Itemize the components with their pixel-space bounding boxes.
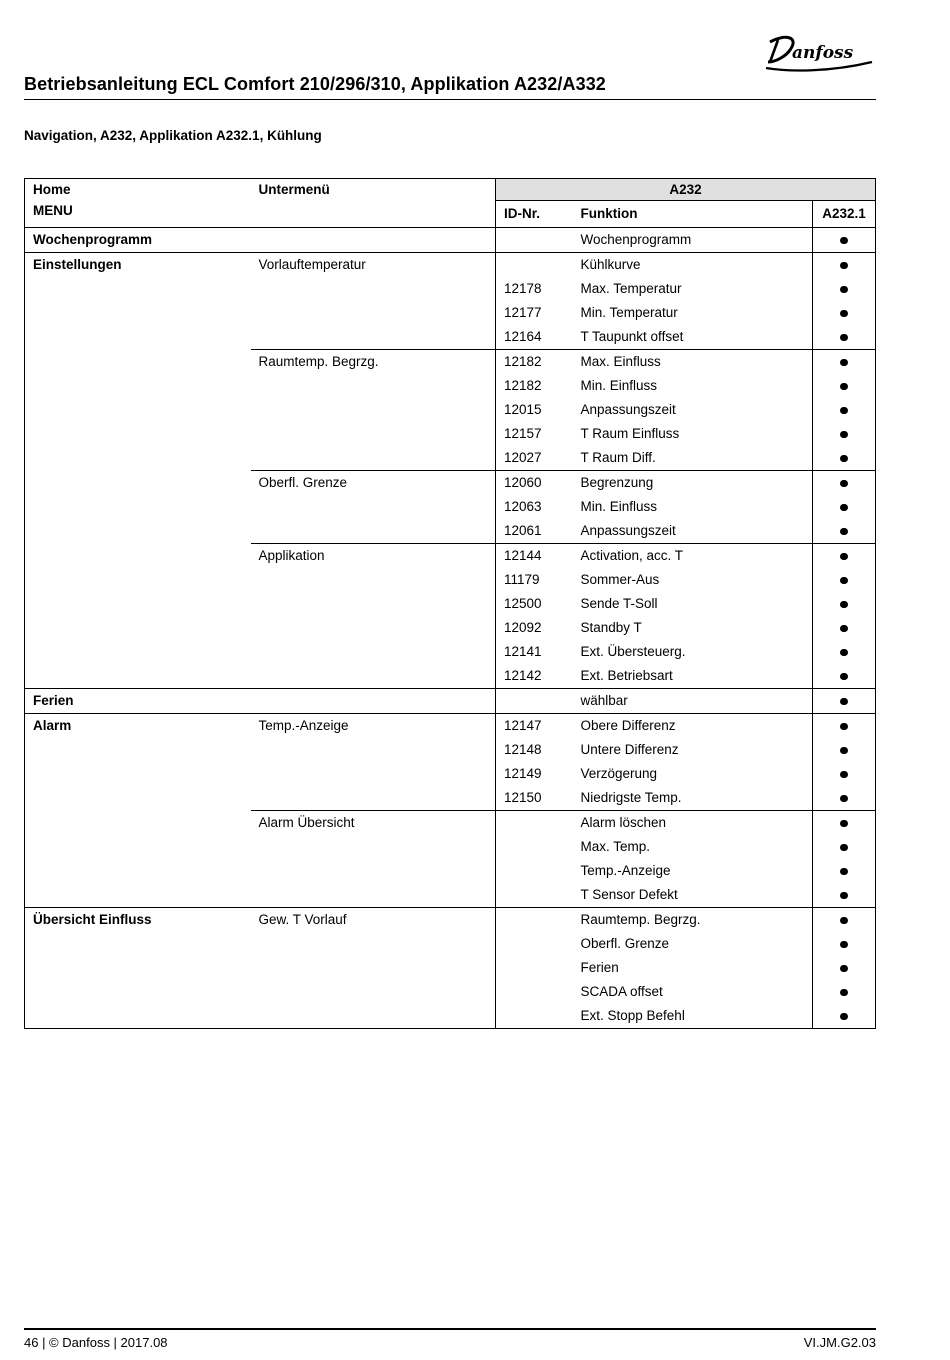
cell-id: 12182 <box>496 350 573 375</box>
table-row <box>25 689 876 714</box>
cell-home <box>25 762 251 786</box>
cell-variant-mark <box>813 325 876 350</box>
cell-function: Sende T-Soll <box>580 596 658 611</box>
bullet-mark <box>840 310 848 318</box>
cell-id <box>496 883 573 908</box>
cell-id <box>496 1004 573 1029</box>
cell-id <box>496 956 573 980</box>
table-row <box>25 932 876 956</box>
table-row <box>25 495 876 519</box>
header-function: Funktion <box>573 201 813 228</box>
cell-submenu <box>251 883 496 908</box>
bullet-mark <box>840 431 848 439</box>
cell-variant-mark <box>813 1004 876 1029</box>
cell-submenu <box>251 640 496 664</box>
cell-function: Verzögerung <box>580 766 658 781</box>
table-row <box>25 908 876 933</box>
cell-variant-mark <box>813 519 876 544</box>
bullet-mark <box>840 723 848 731</box>
cell-variant-mark <box>813 350 876 375</box>
bullet-mark <box>840 286 848 294</box>
cell-function: Sommer-Aus <box>580 572 660 587</box>
cell-submenu <box>251 228 496 253</box>
section-title: Navigation, A232, Applikation A232.1, Kühlung <box>24 128 322 143</box>
cell-function: Alarm löschen <box>573 811 813 836</box>
navigation-table <box>24 178 876 1029</box>
bullet-mark <box>840 407 848 415</box>
bullet-mark <box>840 844 848 852</box>
cell-home <box>25 398 251 422</box>
cell-variant-mark <box>813 422 876 446</box>
cell-home <box>25 616 251 640</box>
table-row <box>25 738 876 762</box>
cell-submenu <box>251 616 496 640</box>
cell-function: Raumtemp. Begrzg. <box>573 908 813 933</box>
table-row <box>25 471 876 496</box>
cell-function: Ext. Betriebsart <box>580 668 673 683</box>
table-row <box>25 664 876 689</box>
cell-function: Begrenzung <box>573 471 813 496</box>
cell-home <box>25 664 251 689</box>
table-row <box>25 786 876 811</box>
cell-home <box>25 471 251 496</box>
table-row <box>25 980 876 1004</box>
cell-id: 12141 <box>496 640 573 664</box>
cell-function: Wochenprogramm <box>580 232 692 247</box>
cell-variant-mark <box>813 714 876 739</box>
cell-variant-mark <box>813 616 876 640</box>
cell-variant-mark <box>813 471 876 496</box>
cell-variant-mark <box>813 446 876 471</box>
cell-function: Activation, acc. T <box>573 544 813 569</box>
bullet-mark <box>840 747 848 755</box>
cell-id: 12015 <box>496 398 573 422</box>
cell-home: Wochenprogramm <box>25 228 251 253</box>
cell-home <box>25 592 251 616</box>
cell-submenu <box>251 980 496 1004</box>
bullet-mark <box>840 334 848 342</box>
cell-id <box>496 253 573 278</box>
cell-submenu <box>251 932 496 956</box>
table-row <box>25 277 876 301</box>
cell-home <box>25 980 251 1004</box>
table-row <box>25 398 876 422</box>
cell-submenu <box>251 786 496 811</box>
cell-function: Min. Einfluss <box>580 499 658 514</box>
cell-id <box>496 228 573 253</box>
cell-submenu: Oberfl. Grenze <box>251 471 496 496</box>
cell-id <box>496 932 573 956</box>
cell-submenu <box>251 446 496 471</box>
cell-id: 12148 <box>496 738 573 762</box>
bullet-mark <box>840 649 848 657</box>
cell-variant-mark <box>813 398 876 422</box>
cell-variant-mark <box>813 689 876 714</box>
cell-function: Max. Temp. <box>580 839 651 854</box>
bullet-mark <box>840 673 848 681</box>
cell-id: 12164 <box>496 325 573 350</box>
bullet-mark <box>840 989 848 997</box>
cell-id <box>496 859 573 883</box>
cell-id: 12182 <box>496 374 573 398</box>
cell-id <box>496 980 573 1004</box>
cell-id: 12142 <box>496 664 573 689</box>
cell-home <box>25 446 251 471</box>
cell-submenu <box>251 664 496 689</box>
cell-function: Max. Temperatur <box>580 281 682 296</box>
cell-id: 12149 <box>496 762 573 786</box>
cell-id: 12027 <box>496 446 573 471</box>
cell-function: T Raum Einfluss <box>580 426 680 441</box>
header-submenu: Untermenü <box>251 179 496 228</box>
table-row <box>25 228 876 253</box>
header-menu: MENU <box>33 203 73 218</box>
cell-function: T Raum Diff. <box>580 450 656 465</box>
cell-id: 12060 <box>496 471 573 496</box>
cell-home: Übersicht Einfluss <box>25 908 251 933</box>
footer-page-info: 46 | © Danfoss | 2017.08 <box>24 1335 168 1350</box>
cell-variant-mark <box>813 835 876 859</box>
cell-function: T Taupunkt offset <box>580 329 684 344</box>
cell-function: Min. Temperatur <box>580 305 678 320</box>
bullet-mark <box>840 237 848 245</box>
table-row <box>25 301 876 325</box>
header-variant: A232.1 <box>813 201 876 228</box>
cell-submenu <box>251 592 496 616</box>
table-body <box>25 228 876 1029</box>
cell-function: Anpassungszeit <box>580 523 676 538</box>
bullet-mark <box>840 820 848 828</box>
cell-function: Oberfl. Grenze <box>580 936 670 951</box>
bullet-mark <box>840 455 848 463</box>
bullet-mark <box>840 480 848 488</box>
cell-variant-mark <box>813 277 876 301</box>
cell-function: Obere Differenz <box>573 714 813 739</box>
cell-id: 12150 <box>496 786 573 811</box>
cell-id: 12092 <box>496 616 573 640</box>
cell-submenu <box>251 325 496 350</box>
cell-submenu <box>251 1004 496 1029</box>
table-row <box>25 956 876 980</box>
cell-submenu: Raumtemp. Begrzg. <box>251 350 496 375</box>
cell-variant-mark <box>813 883 876 908</box>
bullet-mark <box>840 1013 848 1021</box>
cell-submenu <box>251 956 496 980</box>
table-row <box>25 350 876 375</box>
bullet-mark <box>840 771 848 779</box>
cell-id: 12144 <box>496 544 573 569</box>
document-title: Betriebsanleitung ECL Comfort 210/296/310, Applikation A232/A332 <box>24 74 606 94</box>
bullet-mark <box>840 262 848 270</box>
danfoss-logo <box>760 28 882 80</box>
cell-variant-mark <box>813 811 876 836</box>
cell-submenu <box>251 762 496 786</box>
cell-function: Untere Differenz <box>580 742 679 757</box>
cell-variant-mark <box>813 253 876 278</box>
cell-submenu: Applikation <box>251 544 496 569</box>
cell-home <box>25 301 251 325</box>
cell-variant-mark <box>813 738 876 762</box>
bullet-mark <box>840 383 848 391</box>
cell-function: SCADA offset <box>580 984 663 999</box>
cell-function: Ferien <box>580 960 619 975</box>
cell-variant-mark <box>813 956 876 980</box>
table-row <box>25 446 876 471</box>
table-row <box>25 568 876 592</box>
cell-home <box>25 835 251 859</box>
table-row <box>25 640 876 664</box>
bullet-mark <box>840 965 848 973</box>
bullet-mark <box>840 941 848 949</box>
cell-submenu: Gew. T Vorlauf <box>251 908 496 933</box>
header-home: Home <box>33 182 71 197</box>
cell-submenu <box>251 398 496 422</box>
cell-id <box>496 908 573 933</box>
cell-variant-mark <box>813 786 876 811</box>
cell-function: Temp.-Anzeige <box>580 863 671 878</box>
table-row <box>25 374 876 398</box>
table-row <box>25 883 876 908</box>
cell-submenu <box>251 835 496 859</box>
cell-variant-mark <box>813 980 876 1004</box>
table-row <box>25 253 876 278</box>
cell-home: Alarm <box>25 714 251 739</box>
table-row <box>25 422 876 446</box>
bullet-mark <box>840 698 848 706</box>
cell-submenu <box>251 495 496 519</box>
cell-variant-mark <box>813 228 876 253</box>
cell-id: 11179 <box>496 568 573 592</box>
cell-home <box>25 495 251 519</box>
footer-doc-code: VI.JM.G2.03 <box>803 1335 876 1350</box>
cell-variant-mark <box>813 762 876 786</box>
cell-submenu <box>251 422 496 446</box>
cell-submenu <box>251 859 496 883</box>
cell-variant-mark <box>813 544 876 569</box>
cell-submenu <box>251 277 496 301</box>
header-home-menu <box>25 179 251 228</box>
cell-submenu <box>251 738 496 762</box>
svg-text:anfoss: anfoss <box>792 43 854 63</box>
table-row <box>25 616 876 640</box>
cell-function: Min. Einfluss <box>580 378 658 393</box>
cell-function: Max. Einfluss <box>573 350 813 375</box>
cell-submenu <box>251 374 496 398</box>
table-row <box>25 811 876 836</box>
cell-submenu <box>251 519 496 544</box>
cell-home <box>25 738 251 762</box>
bullet-mark <box>840 553 848 561</box>
header-id: ID-Nr. <box>496 201 573 228</box>
table-row <box>25 592 876 616</box>
cell-home <box>25 277 251 301</box>
table-row <box>25 519 876 544</box>
header-group-a232: A232 <box>496 179 876 201</box>
cell-id: 12063 <box>496 495 573 519</box>
cell-home: Ferien <box>25 689 251 714</box>
bullet-mark <box>840 528 848 536</box>
cell-home <box>25 883 251 908</box>
table-row <box>25 544 876 569</box>
table-row <box>25 325 876 350</box>
cell-home <box>25 519 251 544</box>
bullet-mark <box>840 795 848 803</box>
cell-submenu: Vorlauftemperatur <box>251 253 496 278</box>
cell-id <box>496 811 573 836</box>
cell-home <box>25 640 251 664</box>
cell-home <box>25 859 251 883</box>
table-row <box>25 714 876 739</box>
bullet-mark <box>840 601 848 609</box>
cell-home <box>25 374 251 398</box>
cell-id: 12147 <box>496 714 573 739</box>
cell-submenu <box>251 301 496 325</box>
cell-variant-mark <box>813 495 876 519</box>
cell-home <box>25 544 251 569</box>
cell-variant-mark <box>813 932 876 956</box>
cell-variant-mark <box>813 374 876 398</box>
cell-id <box>496 689 573 714</box>
cell-variant-mark <box>813 640 876 664</box>
cell-variant-mark <box>813 301 876 325</box>
cell-variant-mark <box>813 908 876 933</box>
table-row <box>25 762 876 786</box>
cell-function: Niedrigste Temp. <box>580 790 682 805</box>
cell-id: 12061 <box>496 519 573 544</box>
cell-id: 12178 <box>496 277 573 301</box>
cell-variant-mark <box>813 592 876 616</box>
cell-home <box>25 811 251 836</box>
bullet-mark <box>840 868 848 876</box>
cell-id <box>496 835 573 859</box>
cell-home <box>25 786 251 811</box>
cell-function: Ext. Stopp Befehl <box>573 1004 813 1029</box>
table-row <box>25 859 876 883</box>
cell-home <box>25 325 251 350</box>
cell-id: 12157 <box>496 422 573 446</box>
cell-variant-mark <box>813 859 876 883</box>
cell-id: 12500 <box>496 592 573 616</box>
footer-divider <box>24 1328 876 1330</box>
table-row <box>25 1004 876 1029</box>
title-divider <box>24 99 876 100</box>
bullet-mark <box>840 577 848 585</box>
cell-submenu: Temp.-Anzeige <box>251 714 496 739</box>
table-row <box>25 835 876 859</box>
cell-function: Kühlkurve <box>573 253 813 278</box>
cell-function: Ext. Übersteuerg. <box>580 644 686 659</box>
cell-home <box>25 568 251 592</box>
cell-home <box>25 422 251 446</box>
cell-function: T Sensor Defekt <box>580 887 678 902</box>
cell-submenu <box>251 689 496 714</box>
bullet-mark <box>840 917 848 925</box>
cell-home <box>25 956 251 980</box>
cell-function: Standby T <box>580 620 642 635</box>
cell-home <box>25 1004 251 1029</box>
cell-submenu: Alarm Übersicht <box>251 811 496 836</box>
bullet-mark <box>840 359 848 367</box>
bullet-mark <box>840 892 848 900</box>
cell-function: wählbar <box>573 689 813 714</box>
cell-function: Anpassungszeit <box>580 402 676 417</box>
bullet-mark <box>840 504 848 512</box>
cell-home <box>25 350 251 375</box>
cell-submenu <box>251 568 496 592</box>
bullet-mark <box>840 625 848 633</box>
cell-variant-mark <box>813 664 876 689</box>
cell-variant-mark <box>813 568 876 592</box>
cell-home: Einstellungen <box>25 253 251 278</box>
cell-home <box>25 932 251 956</box>
cell-id: 12177 <box>496 301 573 325</box>
